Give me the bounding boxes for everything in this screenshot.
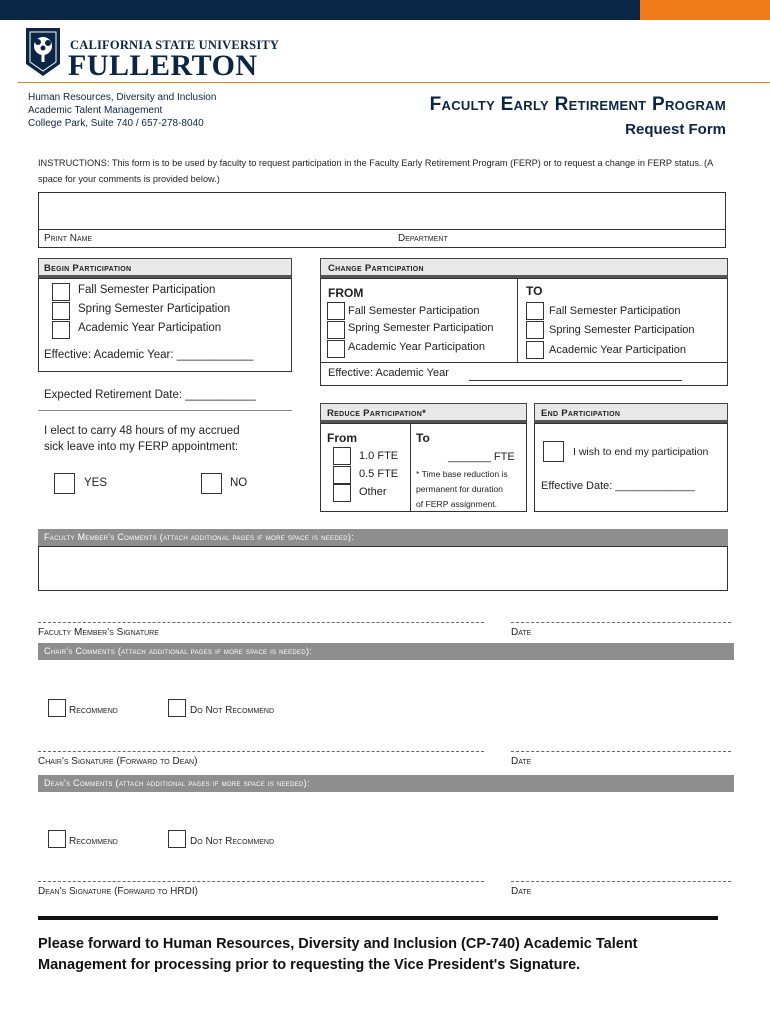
department-line-3: College Park, Suite 740 / 657-278-8040 <box>28 118 204 129</box>
chair-signature-line[interactable] <box>38 751 484 752</box>
faculty-date-label: Date <box>511 627 532 638</box>
sick-leave-line-1: I elect to carry 48 hours of my accrued <box>44 425 240 437</box>
begin-effective-field[interactable]: Effective: Academic Year: ____________ <box>44 349 254 361</box>
sick-leave-yes-checkbox[interactable] <box>54 473 75 494</box>
dean-comments-input[interactable] <box>38 792 734 830</box>
change-from-fall-checkbox[interactable] <box>327 302 345 320</box>
end-participation-checkbox[interactable] <box>543 441 564 462</box>
change-column-divider <box>517 278 518 362</box>
faculty-date-line[interactable] <box>511 622 731 623</box>
end-options-box <box>534 423 728 512</box>
reduce-1-0-fte-label: 1.0 FTE <box>359 450 399 462</box>
dean-signature-line[interactable] <box>38 881 484 882</box>
chair-comments-bar: Chair's Comments (attach additional pages if more space is needed): <box>38 643 734 660</box>
department-line-1: Human Resources, Diversity and Inclusion <box>28 92 217 103</box>
reduce-0-5-fte-label: 0.5 FTE <box>359 468 399 480</box>
change-from-fall-label: Fall Semester Participation <box>348 305 480 317</box>
faculty-signature-line[interactable] <box>38 622 484 623</box>
reduce-note-line-2: permanent for duration <box>416 484 503 494</box>
dean-date-line[interactable] <box>511 881 731 882</box>
end-effective-date-field[interactable]: Effective Date: _____________ <box>541 480 695 492</box>
footer-rule <box>38 916 718 920</box>
change-effective-field[interactable] <box>469 380 682 381</box>
sick-leave-yes-label: YES <box>84 477 108 489</box>
begin-fall-checkbox[interactable] <box>52 283 70 301</box>
dean-not-recommend-checkbox[interactable] <box>168 830 186 848</box>
dean-signature-label: Dean's Signature (Forward to HRDI) <box>38 886 198 897</box>
change-to-fall-label: Fall Semester Participation <box>549 305 681 317</box>
reduce-note-line-1: * Time base reduction is <box>416 469 508 479</box>
chair-date-label: Date <box>511 756 532 767</box>
header-rule <box>18 82 770 83</box>
begin-divider <box>38 410 292 411</box>
form-title: Faculty Early Retirement Program <box>429 94 726 115</box>
chair-recommend-checkbox[interactable] <box>48 699 66 717</box>
expected-retirement-date-field[interactable]: Expected Retirement Date: ___________ <box>44 389 256 401</box>
reduce-from-label: From <box>327 431 357 445</box>
reduce-other-label: Other <box>359 486 387 498</box>
change-to-label: TO <box>526 284 543 298</box>
sick-leave-no-checkbox[interactable] <box>201 473 222 494</box>
change-from-academic-year-checkbox[interactable] <box>327 340 345 358</box>
reduce-note-line-3: of FERP assignment. <box>416 499 498 509</box>
reduce-to-label: To <box>416 431 430 445</box>
top-banner-accent <box>640 0 770 20</box>
end-heading: End Participation <box>541 408 621 419</box>
name-divider <box>38 229 726 230</box>
reduce-to-fte-field[interactable]: _______ FTE <box>448 451 515 463</box>
reduce-0-5-fte-checkbox[interactable] <box>333 466 351 484</box>
dean-comments-bar: Dean's Comments (attach additional pages if more space is needed): <box>38 775 734 792</box>
chair-recommend-label: Recommend <box>69 705 118 716</box>
department-line-2: Academic Talent Management <box>28 105 163 116</box>
change-to-academic-year-label: Academic Year Participation <box>549 344 686 356</box>
change-to-academic-year-checkbox[interactable] <box>526 341 544 359</box>
sick-leave-no-label: NO <box>230 477 248 489</box>
change-heading: Change Participation <box>328 263 424 274</box>
dean-recommend-checkbox[interactable] <box>48 830 66 848</box>
print-name-label: Print Name <box>44 233 93 244</box>
faculty-signature-label: Faculty Member's Signature <box>38 627 159 638</box>
change-from-label: FROM <box>328 286 364 300</box>
footer-line-1: Please forward to Human Resources, Diversity and Inclusion (CP-740) Academic Talent <box>38 936 638 952</box>
begin-spring-label: Spring Semester Participation <box>78 303 231 315</box>
reduce-other-checkbox[interactable] <box>333 484 351 502</box>
reduce-heading: Reduce Participation* <box>327 408 427 419</box>
dean-not-recommend-label: Do Not Recommend <box>190 836 274 847</box>
form-subtitle: Request Form <box>625 121 726 138</box>
footer-line-2: Management for processing prior to requesting the Vice President's Signature. <box>38 957 581 973</box>
begin-spring-checkbox[interactable] <box>52 302 70 320</box>
name-department-box[interactable] <box>38 192 726 248</box>
reduce-1-0-fte-checkbox[interactable] <box>333 447 351 465</box>
footer-note <box>38 934 738 976</box>
begin-fall-label: Fall Semester Participation <box>78 284 216 296</box>
change-from-academic-year-label: Academic Year Participation <box>348 341 485 353</box>
change-to-spring-label: Spring Semester Participation <box>549 324 695 336</box>
dean-date-label: Date <box>511 886 532 897</box>
department-label: Department <box>398 233 448 244</box>
change-from-spring-checkbox[interactable] <box>327 321 345 339</box>
chair-comments-input[interactable] <box>38 660 734 700</box>
begin-academic-year-checkbox[interactable] <box>52 321 70 339</box>
chair-not-recommend-checkbox[interactable] <box>168 699 186 717</box>
university-name-line1: CALIFORNIA STATE UNIVERSITY <box>70 38 280 52</box>
chair-signature-label: Chair's Signature (Forward to Dean) <box>38 756 198 767</box>
begin-academic-year-label: Academic Year Participation <box>78 322 222 334</box>
faculty-comments-bar: Faculty Member's Comments (attach additional pages if more space is needed): <box>38 529 728 546</box>
reduce-column-divider <box>410 423 411 512</box>
dean-recommend-label: Recommend <box>69 836 118 847</box>
change-effective-label: Effective: Academic Year <box>328 367 449 379</box>
change-effective-divider <box>320 362 728 363</box>
change-to-fall-checkbox[interactable] <box>526 302 544 320</box>
change-from-spring-label: Spring Semester Participation <box>348 322 494 334</box>
change-to-spring-checkbox[interactable] <box>526 321 544 339</box>
end-participation-label: I wish to end my participation <box>573 446 709 458</box>
begin-heading: Begin Participation <box>44 263 132 274</box>
chair-not-recommend-label: Do Not Recommend <box>190 705 274 716</box>
faculty-comments-input[interactable] <box>38 546 728 591</box>
sick-leave-line-2: sick leave into my FERP appointment: <box>44 441 239 453</box>
instructions: INSTRUCTIONS: This form is to be used by faculty to request participation in the Faculty Early Retirement Program (FERP) or to request a change in FERP status. (A space for your comments is provided below.) <box>38 158 713 184</box>
chair-date-line[interactable] <box>511 751 731 752</box>
university-seal-icon <box>24 26 62 78</box>
university-name-line2: FULLERTON <box>68 49 258 82</box>
